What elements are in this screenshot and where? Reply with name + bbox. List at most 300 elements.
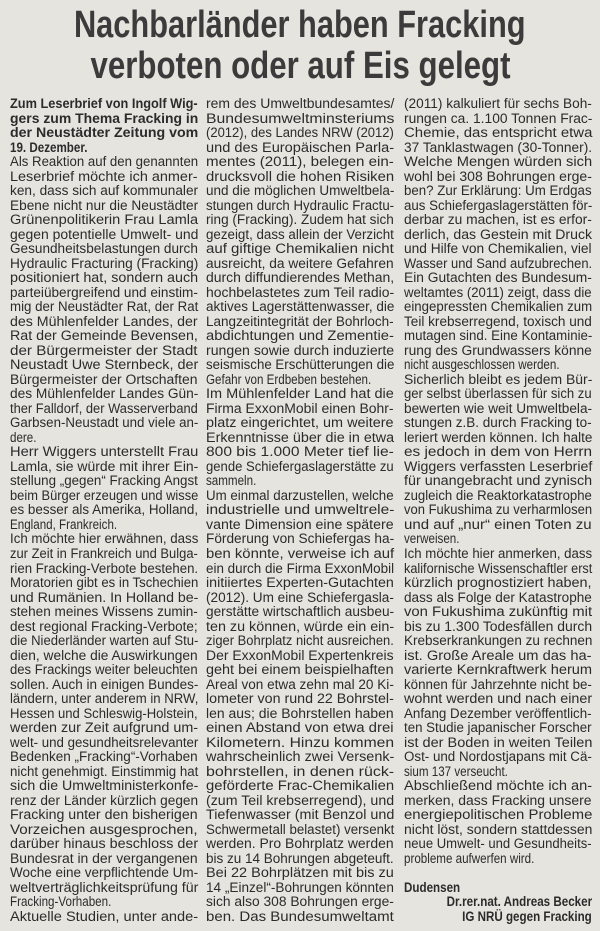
text-line	[404, 562, 592, 577]
text-line	[10, 881, 198, 896]
text-line-content: Ein Gutachten des Bundesum-	[404, 270, 592, 286]
text-line	[10, 460, 198, 475]
text-line-content: gezeigt, dass allein der Verzicht	[206, 226, 394, 242]
paragraph	[10, 910, 198, 925]
text-line-content: Grünenpolitikerin Frau Lamla	[10, 212, 199, 228]
column-body	[404, 97, 592, 866]
text-line-content: gers zum Thema Fracking in	[10, 110, 199, 126]
text-line	[10, 532, 198, 547]
text-line-content: und Hilfe von Chemikalien, viel	[404, 241, 592, 257]
text-line-content: zugleich die Reaktorkatastrophe	[404, 487, 592, 503]
text-line-content: Als Reaktion auf den genannten	[10, 154, 199, 170]
text-line	[404, 112, 592, 127]
text-line	[10, 445, 198, 460]
text-line	[206, 895, 394, 910]
text-line-content: Firma ExxonMobil einen Bohr-	[206, 400, 394, 416]
text-line	[206, 663, 394, 678]
text-line	[10, 837, 198, 852]
text-line-content: ring (Fracking). Zudem hat sich	[206, 212, 394, 228]
text-line	[404, 97, 592, 112]
text-line-content: Rat der Gemeinde Bevensen,	[10, 328, 198, 344]
text-line	[10, 373, 198, 388]
text-line-content: varierte Kernkraftwerk herum	[404, 662, 593, 678]
text-line	[10, 213, 198, 228]
text-line-content: bis zu 14 Bohrungen abgeteuft.	[206, 850, 394, 866]
text-line	[206, 358, 394, 373]
text-line	[10, 518, 198, 533]
text-line-content: und Rumänien. In Holland be-	[10, 589, 199, 605]
text-line-content: abdichtungen und Zementie-	[206, 328, 394, 344]
text-line	[404, 358, 592, 373]
text-line	[206, 199, 394, 214]
article-column-3	[404, 97, 592, 924]
text-line-content: 19. Dezember.	[10, 139, 88, 155]
text-line-content: ther Falldorf, der Wasserverband	[10, 400, 198, 416]
text-line	[10, 678, 198, 693]
text-line-content: und auf „nur“ einen Toten zu	[404, 516, 592, 532]
text-line-content: Wiggers verfassten Leserbrief	[404, 458, 593, 474]
text-line-content: mentes (2011), belegen ein-	[206, 154, 394, 170]
text-line	[206, 97, 394, 112]
text-line	[10, 242, 198, 257]
text-line	[10, 112, 198, 127]
text-line-content: auf giftige Chemikalien nicht	[206, 241, 394, 257]
text-line	[404, 707, 592, 722]
text-line	[404, 257, 592, 272]
text-line-content: Ich möchte hier erwähnen, dass	[10, 531, 199, 547]
text-line-content: geförderte Frac-Chemikalien	[206, 778, 395, 794]
text-line	[404, 387, 592, 402]
text-line-content: England, Frankreich.	[10, 516, 118, 532]
text-line	[10, 503, 198, 518]
text-line-content: Hydraulic Fracturing (Fracking)	[10, 255, 199, 271]
text-line	[206, 329, 394, 344]
text-line-content: Bürgermeister der Ortschaften	[10, 371, 198, 387]
text-line	[404, 213, 592, 228]
text-line	[206, 170, 394, 185]
text-line	[404, 591, 592, 606]
text-line-content: es besser als Amerika, Holland,	[10, 502, 199, 518]
text-line-content: ausreicht, da weitere Gefahren	[206, 255, 394, 271]
text-line	[206, 503, 394, 518]
text-line-content: mig der Neustädter Rat, der Rat	[10, 299, 199, 315]
text-line	[10, 141, 198, 156]
text-line	[404, 808, 592, 823]
text-line	[10, 808, 198, 823]
text-line-content: Fracking-Vorhaben.	[10, 894, 112, 910]
text-line-content: (2011) kalkuliert für sechs Boh-	[404, 96, 592, 111]
text-line-content: Ebene nicht nur die Neustädter	[10, 197, 199, 213]
text-line	[404, 460, 592, 475]
text-line-content: sollen. Auch in einigen Bundes-	[10, 676, 199, 692]
paragraph	[404, 547, 592, 779]
text-line-content: nicht ausgeschlossen werden.	[404, 357, 560, 373]
text-line-content: ken, dass sich auf kommunaler	[10, 183, 199, 199]
text-line	[10, 126, 198, 141]
text-line-content: Schwermetall belastet) versenkt	[206, 821, 395, 837]
text-line-content: dass als Folge der Katastrophe	[404, 589, 592, 605]
text-line-content: hochbelastetes zum Teil radio-	[206, 284, 395, 300]
text-line	[10, 329, 198, 344]
text-line	[10, 489, 198, 504]
text-line	[206, 779, 394, 794]
text-line-content: lometer von rund 22 Bohrstel-	[206, 691, 394, 707]
text-line-content: Gefahr von Erdbeben bestehen.	[206, 371, 372, 387]
text-line	[10, 155, 198, 170]
text-line	[10, 170, 198, 185]
text-line	[404, 765, 592, 780]
text-line	[10, 736, 198, 751]
text-line-content: und des Europäischen Parla-	[206, 139, 395, 155]
text-line	[206, 474, 394, 489]
text-line	[404, 373, 592, 388]
text-line	[10, 300, 198, 315]
text-line-content: weltverträglichkeitsprüfung für	[10, 879, 199, 895]
text-line-content: aus Schiefergaslagerstätten för-	[404, 197, 593, 213]
text-line-content: Zum Leserbrief von Ingolf Wig-	[10, 96, 198, 111]
text-line	[206, 605, 394, 620]
text-line-content: initiiertes Experten-Gutachten	[206, 575, 394, 591]
text-line-content: Förderung von Schiefergas ha-	[206, 531, 395, 547]
text-line	[404, 605, 592, 620]
text-line	[404, 503, 592, 518]
text-line-content: 37 Tanklastwagen (30-Tonner).	[404, 139, 593, 155]
text-line	[206, 532, 394, 547]
text-line-content: gende Schiefergaslagerstätte zu	[206, 458, 394, 474]
text-line	[206, 547, 394, 562]
text-line	[206, 678, 394, 693]
paragraph	[10, 532, 198, 909]
text-line	[206, 576, 394, 591]
text-line	[206, 184, 394, 199]
text-line	[404, 416, 592, 431]
text-line-content: für unangebracht und zynisch	[404, 473, 593, 489]
text-line-content: ben. Das Bundesumweltamt	[206, 908, 394, 924]
text-line-content: eingepressten Chemikalien zum	[404, 299, 593, 315]
text-line-content: rungen sowie durch induzierte	[206, 342, 395, 358]
text-line	[206, 692, 394, 707]
text-line	[10, 707, 198, 722]
text-line-content: stungen durch Hydraulic Fractu-	[206, 197, 395, 213]
text-line	[404, 315, 592, 330]
text-line-content: dien, welche die Auswirkungen	[10, 647, 198, 663]
text-line	[206, 649, 394, 664]
text-line	[404, 271, 592, 286]
text-line-content: ger selbst überlassen für sich zu	[404, 386, 592, 402]
text-line-content: Lamla, sie würde mit ihrer Ein-	[10, 458, 199, 474]
text-line	[404, 721, 592, 736]
text-line-content: Herr Wiggers unterstellt Frau	[10, 444, 199, 460]
text-line	[206, 489, 394, 504]
text-line	[404, 649, 592, 664]
text-line	[10, 562, 198, 577]
paragraph	[404, 779, 592, 866]
text-line-content: rungen ca. 1.100 Tonnen Frac-	[404, 110, 593, 126]
text-line-content: stellung „gegen“ Fracking Angst	[10, 473, 198, 489]
text-line-content: ist. Große Areale um das ha-	[404, 647, 592, 663]
text-line-content: Ich möchte hier anmerken, dass	[404, 545, 593, 561]
text-line	[206, 141, 394, 156]
text-line	[404, 779, 592, 794]
text-line	[206, 431, 394, 446]
text-line-content: derbar zu machen, ist es erfor-	[404, 212, 592, 228]
headline-text: verboten oder auf Eis gelegt	[90, 45, 510, 87]
text-line-content: Langzeitintegrität der Bohrloch-	[206, 313, 394, 329]
text-line	[404, 170, 592, 185]
text-line-content: bohrstellen, in denen rück-	[206, 763, 395, 779]
text-line	[404, 620, 592, 635]
text-line-content: geht bei einem beispielhaften	[206, 662, 394, 678]
text-line	[404, 329, 592, 344]
text-line	[404, 300, 592, 315]
text-line-content: ben? Zur Erklärung: Um Erdgas	[404, 183, 592, 199]
text-line-content: Bundesumweltminsteriums	[206, 110, 395, 126]
article-column-1	[10, 97, 198, 924]
text-line	[404, 750, 592, 765]
text-line-content: Im Mühlenfelder Land hat die	[206, 386, 394, 402]
text-line-content: renz der Länder kürzlich gegen	[10, 792, 199, 808]
text-line-content: Erkenntnisse über die in etwa	[206, 429, 395, 445]
text-line	[206, 837, 394, 852]
text-line	[10, 750, 198, 765]
text-line	[10, 402, 198, 417]
text-line-content: die Niederländer warten auf Stu-	[10, 633, 199, 649]
spacer	[404, 866, 592, 881]
text-line-content: Der ExxonMobil Expertenkreis	[206, 647, 394, 663]
text-line	[10, 634, 198, 649]
text-line-content: Fracking unter den bisherigen	[10, 807, 198, 823]
text-line-content: Teil krebserregend, toxisch und	[404, 313, 592, 329]
text-line-content: derlich, das Gestein mit Druck	[404, 226, 593, 242]
text-line-content: probleme aufwerfen wird.	[404, 850, 535, 866]
headline-line-1	[0, 5, 600, 45]
text-line	[10, 765, 198, 780]
text-line-content: Areal von etwa zehn mal 20 Ki-	[206, 676, 394, 692]
text-line-content: Bei 22 Bohrplätzen mit bis zu	[206, 865, 394, 881]
text-line-content: Woche eine verpflichtende Um-	[10, 865, 199, 881]
text-line	[10, 591, 198, 606]
text-line	[10, 823, 198, 838]
text-line-content: Anfang Dezember veröffentlich-	[404, 705, 592, 721]
text-line-content: stehen meines Wissens zumin-	[10, 604, 198, 620]
text-line-content: ziger Bohrplatz nicht ausreichen.	[206, 633, 394, 649]
text-line-content: Leserbrief möchte ich anmer-	[10, 168, 198, 184]
signature-name	[404, 895, 592, 910]
text-line	[404, 474, 592, 489]
text-line	[404, 431, 592, 446]
text-line	[206, 271, 394, 286]
text-line-content: positioniert hat, sondern auch	[10, 270, 199, 286]
text-line	[10, 286, 198, 301]
text-line	[10, 605, 198, 620]
text-line-content: mutagen sind. Eine Kontaminie-	[404, 328, 593, 344]
text-line	[206, 866, 394, 881]
text-line-content: merken, dass Fracking unsere	[404, 792, 592, 808]
text-line-content: stungen z.B. durch Fracking to-	[404, 415, 592, 431]
text-line-content: der Neustädter Zeitung vom	[10, 125, 199, 141]
text-line	[404, 199, 592, 214]
text-line	[10, 257, 198, 272]
text-line-content: der Bürgermeister der Stadt	[10, 342, 198, 358]
text-line	[10, 866, 198, 881]
text-line-content: vante Dimension eine spätere	[206, 516, 394, 532]
text-line	[404, 837, 592, 852]
text-line-content: Chemie, das entspricht etwa	[404, 125, 593, 141]
text-line-content: Hessen und Schleswig-Holstein,	[10, 705, 198, 721]
text-line-content: des Mühlenfelder Landes, der	[10, 313, 198, 329]
text-line	[404, 286, 592, 301]
text-line-content: weltamtes (2011) zeigt, dass die	[404, 284, 592, 300]
text-line-content: Kilometern. Hinzu kommen	[206, 734, 395, 750]
text-line-content: Wasser und Sand aufzubrechen.	[404, 255, 593, 271]
text-line	[206, 518, 394, 533]
paragraph	[206, 489, 394, 924]
text-line	[10, 416, 198, 431]
text-line-content: seismische Erschütterungen die	[206, 357, 395, 373]
text-line	[404, 518, 592, 533]
text-line-content: wohl bei 308 Bohrungen erge-	[404, 168, 592, 184]
text-line-content: es jedoch in dem von Herrn	[404, 444, 593, 460]
text-line-content: einen Abstand von etwa drei	[206, 720, 394, 736]
lead-paragraph	[10, 97, 198, 155]
text-line-content: Gesundheitsbelastungen durch	[10, 241, 198, 257]
text-line-content: neue Umwelt- und Gesundheits-	[404, 836, 592, 852]
signature-place-text: Dudensen	[404, 879, 461, 895]
paragraph	[206, 387, 394, 489]
text-line	[206, 460, 394, 475]
paragraph	[10, 445, 198, 532]
text-line	[10, 794, 198, 809]
text-line	[206, 416, 394, 431]
text-line-content: platz eingerichtet, um weitere	[206, 415, 394, 431]
text-line	[404, 402, 592, 417]
text-line	[10, 852, 198, 867]
text-line-content: darüber hinaus beschloss der	[10, 836, 199, 852]
text-line	[10, 184, 198, 199]
text-line	[10, 199, 198, 214]
text-line-content: Um einmal darzustellen, welche	[206, 487, 394, 503]
text-line-content: und die möglichen Umweltbela-	[206, 183, 395, 199]
text-line	[206, 344, 394, 359]
text-line-content: Neustadt Uwe Sternbeck, der	[10, 357, 199, 373]
text-line-content: dere.	[10, 429, 37, 445]
paragraph	[206, 97, 394, 387]
paragraph	[10, 155, 198, 445]
text-line-content: bewerten wie weit Umweltbela-	[404, 400, 593, 416]
text-line-content: des Mühlenfelder Landes Gün-	[10, 386, 199, 402]
text-line-content: energiepolitischen Probleme	[404, 807, 593, 823]
text-line-content: von Fukushima zukünftig mit	[404, 604, 593, 620]
text-line-content: werden zur Zeit aufgrund um-	[10, 720, 199, 736]
signature-place	[404, 881, 592, 896]
text-line	[404, 736, 592, 751]
headline-text: Nachbarländer haben Fracking	[74, 4, 526, 46]
text-line-content: können für Jahrzehnte nicht be-	[404, 676, 592, 692]
text-line	[404, 445, 592, 460]
text-line-content: Bundesrat in der vergangenen	[10, 850, 198, 866]
text-line	[404, 141, 592, 156]
text-line	[10, 649, 198, 664]
text-line	[404, 576, 592, 591]
text-line-content: werden. Pro Bohrplatz werden	[206, 836, 394, 852]
text-line-content: Welche Mengen würden sich	[404, 154, 593, 170]
text-line	[404, 852, 592, 867]
text-line-content: Ost- und Nordostjapans mit Cä-	[404, 749, 592, 765]
text-line-content: gerstätte wirtschaftlich ausbeu-	[206, 604, 395, 620]
text-line	[404, 489, 592, 504]
text-line-content: Vorzeichen ausgesprochen,	[10, 821, 198, 837]
text-line	[10, 721, 198, 736]
text-line-content: Moratorien gibt es in Tschechien	[10, 575, 199, 591]
text-line	[206, 213, 394, 228]
text-line-content: sium 137 verseucht.	[404, 763, 508, 779]
text-line	[206, 126, 394, 141]
text-line	[206, 112, 394, 127]
text-line	[206, 257, 394, 272]
text-line	[206, 228, 394, 243]
text-line-content: wahrscheinlich zwei Versenk-	[206, 749, 395, 765]
text-line	[10, 97, 198, 112]
text-line	[206, 300, 394, 315]
text-line	[10, 315, 198, 330]
headline-line-2	[0, 46, 600, 86]
text-line	[404, 794, 592, 809]
text-line-content: wohnt werden und nach einer	[404, 691, 593, 707]
text-line-content: (zum Teil krebserregend), und	[206, 792, 395, 808]
text-line-content: nicht löst, sondern stattdessen	[404, 821, 593, 837]
text-line	[404, 634, 592, 649]
text-line	[10, 895, 198, 910]
text-line	[206, 620, 394, 635]
text-line	[404, 126, 592, 141]
text-line	[206, 634, 394, 649]
text-line	[404, 242, 592, 257]
text-line	[206, 910, 394, 925]
text-line-content: 14 „Einzel“-Bohrungen könnten	[206, 879, 394, 895]
text-line-content: nicht genehmigt. Einstimmig hat	[10, 763, 199, 779]
text-line-content: (2012). Um eine Schiefergasla-	[206, 589, 394, 605]
text-line-content: bis zu 1.300 Todesfällen durch	[404, 618, 593, 634]
signature-organization-text: IG NRÜ gegen Fracking	[462, 908, 592, 924]
text-line-content: rien Fracking-Verbote bestehen.	[10, 560, 199, 576]
text-line-content: aktives Lagerstättenwasser, die	[206, 299, 395, 315]
text-line	[10, 547, 198, 562]
text-line-content: (2012), des Landes NRW (2012)	[206, 125, 394, 141]
text-line-content: ist der Boden in weiten Teilen	[404, 734, 593, 750]
text-line	[206, 591, 394, 606]
text-line-content: rem des Umweltbundesamtes/	[206, 96, 395, 111]
text-line-content: ten zu können, würde ein ein-	[206, 618, 395, 634]
paragraph	[404, 97, 592, 373]
text-line	[10, 387, 198, 402]
text-line	[10, 344, 198, 359]
text-line-content: leriert werden können. Ich halte	[404, 429, 593, 445]
text-line-content: len aus; die Bohrstellen haben	[206, 705, 394, 721]
text-line	[10, 910, 198, 925]
text-line-content: beim Bürger erzeugen und wisse	[10, 487, 199, 503]
text-line	[404, 823, 592, 838]
text-line	[10, 474, 198, 489]
text-line-content: durch diffundierendes Methan,	[206, 270, 395, 286]
text-line-content: parteiübergreifend und einstim-	[10, 284, 198, 300]
text-line	[10, 228, 198, 243]
text-line	[206, 315, 394, 330]
text-line-content: sammeln.	[206, 473, 257, 489]
text-line	[206, 373, 394, 388]
text-line	[206, 794, 394, 809]
text-line-content: von Fukushima zu verharmlosen	[404, 502, 593, 518]
text-line	[404, 344, 592, 359]
